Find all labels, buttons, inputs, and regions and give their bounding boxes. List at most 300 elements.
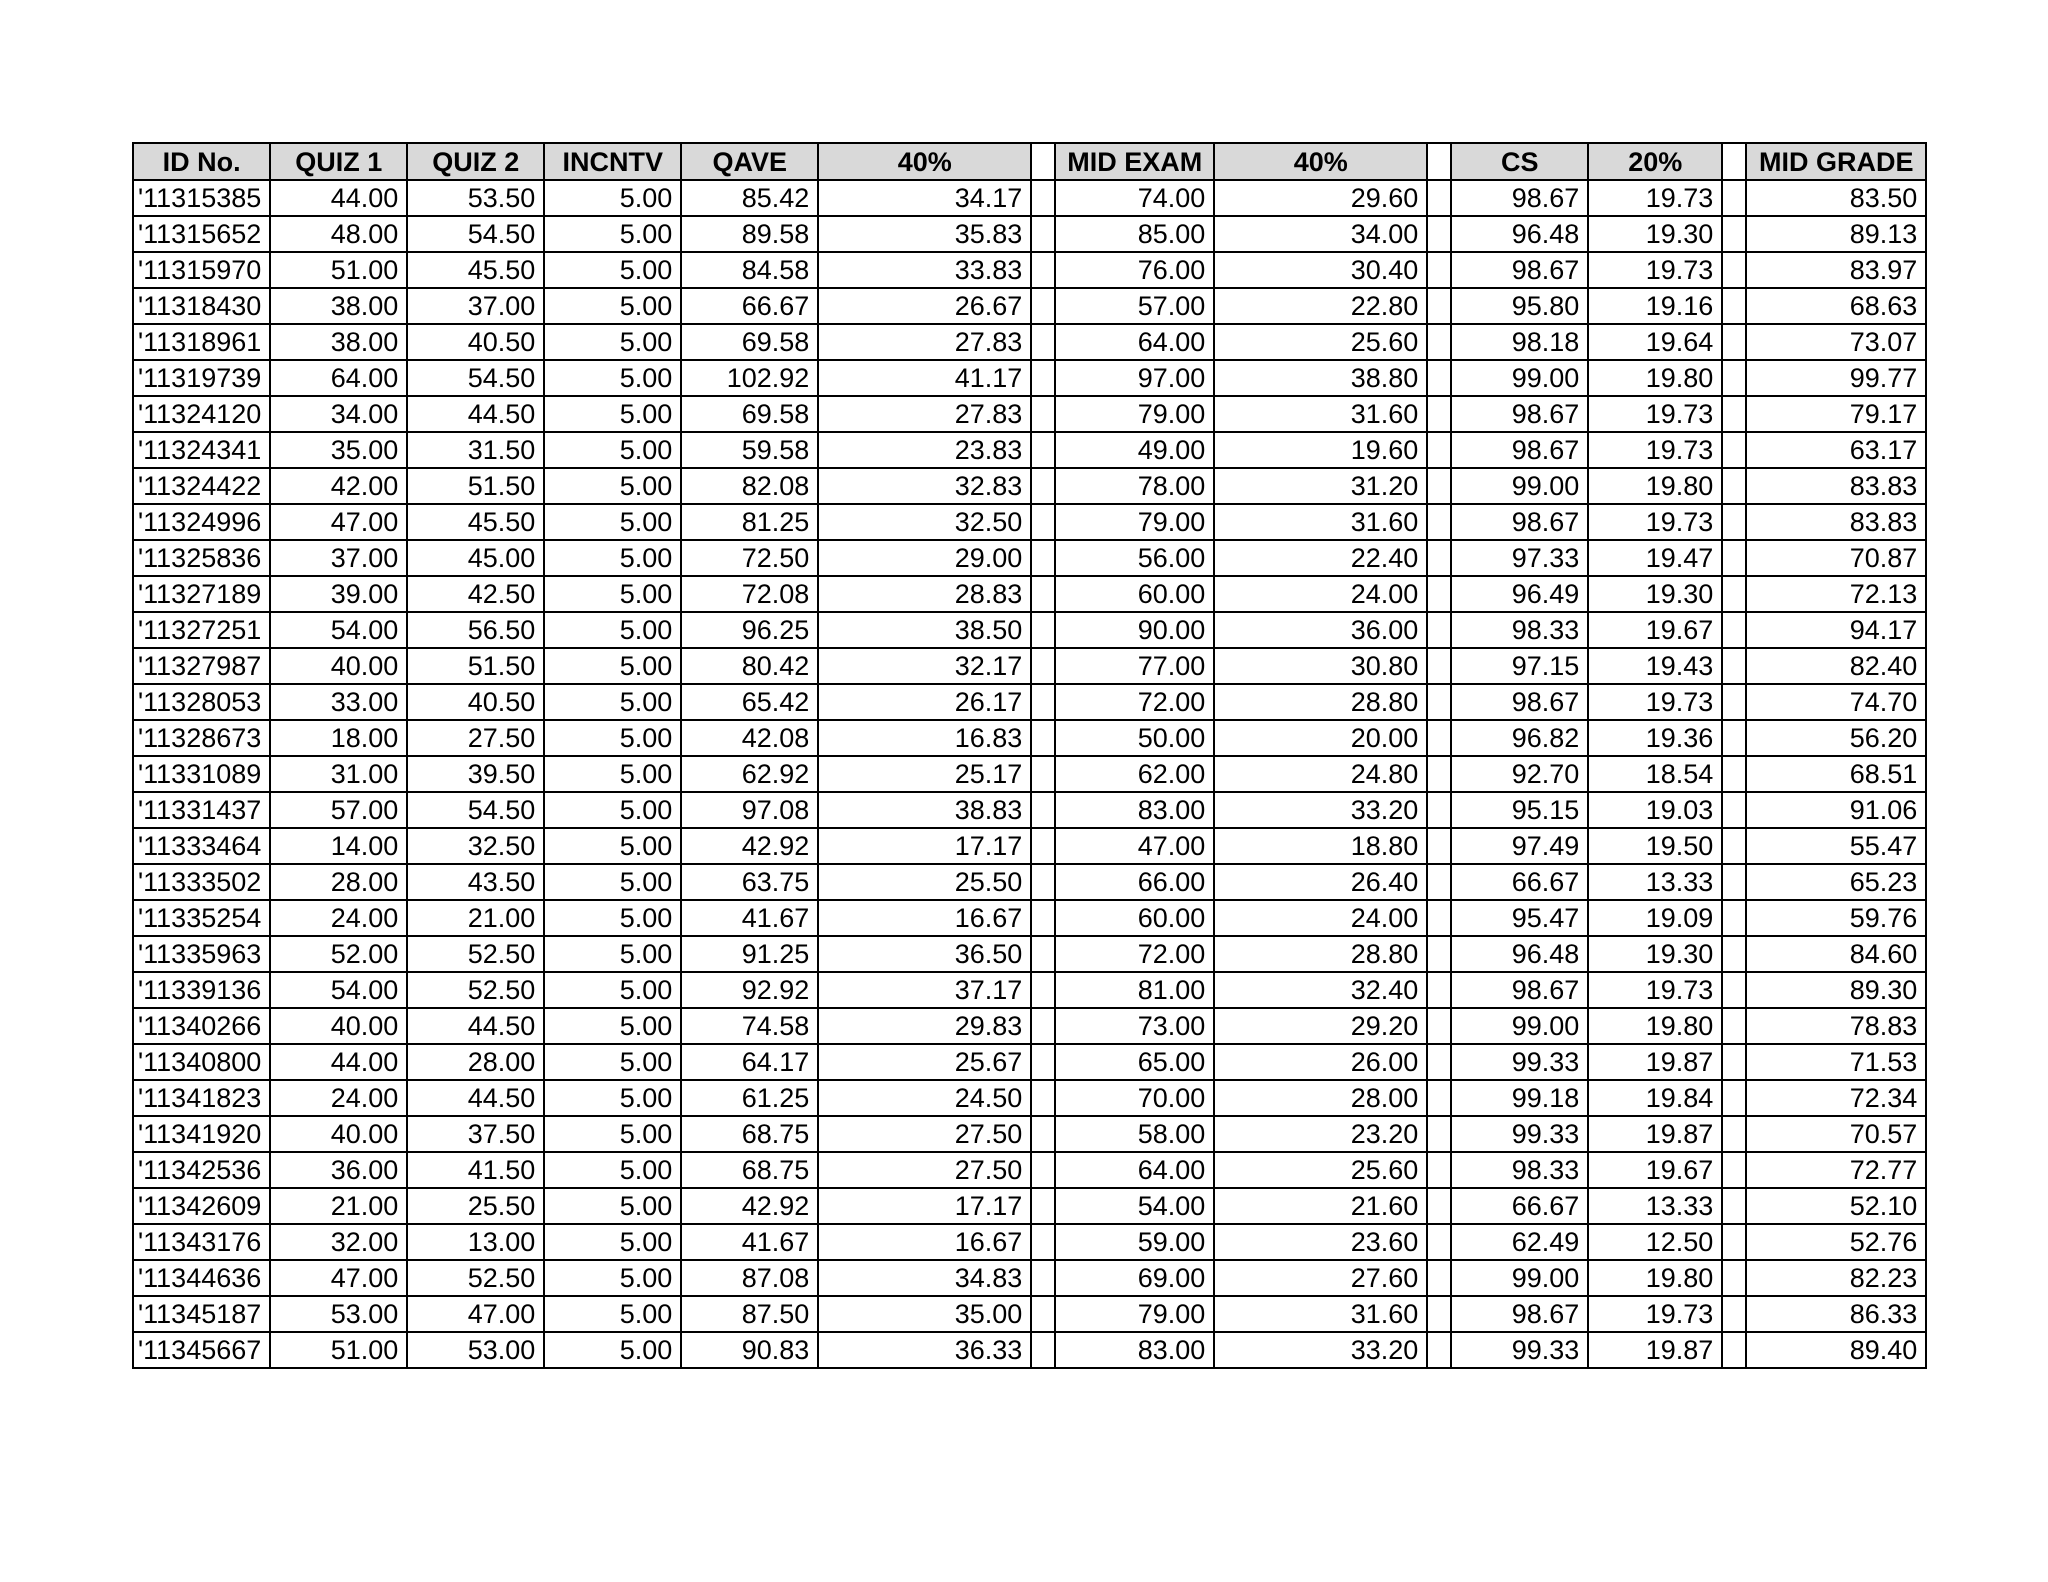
cell-quiz-1: 37.00 bbox=[270, 540, 407, 576]
cell-qave: 63.75 bbox=[681, 864, 818, 900]
cell-cs-20pct: 19.36 bbox=[1588, 720, 1722, 756]
cell-qave: 102.92 bbox=[681, 360, 818, 396]
cell-qave: 82.08 bbox=[681, 468, 818, 504]
cell-cs-20pct: 19.73 bbox=[1588, 1296, 1722, 1332]
cell-qave-40pct: 27.50 bbox=[818, 1116, 1031, 1152]
cell-gap-2 bbox=[1427, 504, 1451, 540]
cell-quiz-1: 18.00 bbox=[270, 720, 407, 756]
cell-gap-2 bbox=[1427, 936, 1451, 972]
cell-id-no: '11341920 bbox=[133, 1116, 270, 1152]
cell-qave-40pct: 34.83 bbox=[818, 1260, 1031, 1296]
cell-cs: 98.67 bbox=[1451, 252, 1588, 288]
cell-gap-2 bbox=[1427, 1152, 1451, 1188]
cell-gap-2 bbox=[1427, 1188, 1451, 1224]
cell-id-no: '11324120 bbox=[133, 396, 270, 432]
cell-incntv: 5.00 bbox=[544, 684, 681, 720]
cell-mid-exam-40pct: 29.60 bbox=[1214, 180, 1427, 216]
cell-mid-exam-40pct: 29.20 bbox=[1214, 1008, 1427, 1044]
cell-qave: 68.75 bbox=[681, 1152, 818, 1188]
cell-cs: 92.70 bbox=[1451, 756, 1588, 792]
column-header-mid-exam-40pct: 40% bbox=[1214, 143, 1427, 180]
cell-qave-40pct: 32.83 bbox=[818, 468, 1031, 504]
cell-mid-exam-40pct: 28.80 bbox=[1214, 936, 1427, 972]
cell-mid-grade: 68.51 bbox=[1746, 756, 1926, 792]
cell-incntv: 5.00 bbox=[544, 828, 681, 864]
cell-qave-40pct: 27.83 bbox=[818, 396, 1031, 432]
cell-gap-2 bbox=[1427, 432, 1451, 468]
cell-quiz-2: 13.00 bbox=[407, 1224, 544, 1260]
cell-qave: 72.50 bbox=[681, 540, 818, 576]
cell-gap-2 bbox=[1427, 792, 1451, 828]
cell-cs-20pct: 19.87 bbox=[1588, 1332, 1722, 1368]
cell-gap-3 bbox=[1722, 1080, 1746, 1116]
cell-gap-2 bbox=[1427, 288, 1451, 324]
cell-cs-20pct: 19.73 bbox=[1588, 684, 1722, 720]
cell-qave-40pct: 33.83 bbox=[818, 252, 1031, 288]
cell-quiz-2: 54.50 bbox=[407, 792, 544, 828]
column-header-quiz-2: QUIZ 2 bbox=[407, 143, 544, 180]
cell-quiz-2: 42.50 bbox=[407, 576, 544, 612]
cell-incntv: 5.00 bbox=[544, 468, 681, 504]
cell-mid-exam-40pct: 33.20 bbox=[1214, 792, 1427, 828]
table-row bbox=[133, 468, 1926, 504]
cell-gap-3 bbox=[1722, 828, 1746, 864]
cell-mid-grade: 55.47 bbox=[1746, 828, 1926, 864]
cell-mid-exam-40pct: 25.60 bbox=[1214, 1152, 1427, 1188]
cell-gap-3 bbox=[1722, 720, 1746, 756]
cell-gap-3 bbox=[1722, 396, 1746, 432]
table-row bbox=[133, 1260, 1926, 1296]
cell-id-no: '11343176 bbox=[133, 1224, 270, 1260]
cell-cs: 98.67 bbox=[1451, 396, 1588, 432]
cell-quiz-2: 47.00 bbox=[407, 1296, 544, 1332]
cell-gap-1 bbox=[1031, 1188, 1055, 1224]
cell-qave: 81.25 bbox=[681, 504, 818, 540]
cell-mid-grade: 82.23 bbox=[1746, 1260, 1926, 1296]
cell-gap-3 bbox=[1722, 1008, 1746, 1044]
cell-quiz-2: 44.50 bbox=[407, 1080, 544, 1116]
cell-qave: 72.08 bbox=[681, 576, 818, 612]
cell-id-no: '11315385 bbox=[133, 180, 270, 216]
cell-incntv: 5.00 bbox=[544, 396, 681, 432]
cell-mid-exam: 81.00 bbox=[1055, 972, 1214, 1008]
cell-gap-2 bbox=[1427, 180, 1451, 216]
cell-mid-exam-40pct: 38.80 bbox=[1214, 360, 1427, 396]
cell-cs: 62.49 bbox=[1451, 1224, 1588, 1260]
cell-qave-40pct: 35.00 bbox=[818, 1296, 1031, 1332]
cell-cs: 99.00 bbox=[1451, 468, 1588, 504]
cell-cs: 98.18 bbox=[1451, 324, 1588, 360]
cell-qave: 65.42 bbox=[681, 684, 818, 720]
cell-gap-3 bbox=[1722, 288, 1746, 324]
table-row bbox=[133, 1332, 1926, 1368]
table-row bbox=[133, 864, 1926, 900]
cell-mid-exam-40pct: 25.60 bbox=[1214, 324, 1427, 360]
cell-mid-exam: 50.00 bbox=[1055, 720, 1214, 756]
cell-quiz-2: 27.50 bbox=[407, 720, 544, 756]
cell-qave-40pct: 41.17 bbox=[818, 360, 1031, 396]
cell-id-no: '11328053 bbox=[133, 684, 270, 720]
cell-gap-1 bbox=[1031, 576, 1055, 612]
cell-gap-1 bbox=[1031, 792, 1055, 828]
cell-cs-20pct: 19.73 bbox=[1588, 180, 1722, 216]
cell-gap-2 bbox=[1427, 1296, 1451, 1332]
cell-id-no: '11324996 bbox=[133, 504, 270, 540]
cell-quiz-2: 40.50 bbox=[407, 324, 544, 360]
cell-qave: 89.58 bbox=[681, 216, 818, 252]
cell-gap-2 bbox=[1427, 396, 1451, 432]
cell-mid-grade: 99.77 bbox=[1746, 360, 1926, 396]
cell-mid-grade: 73.07 bbox=[1746, 324, 1926, 360]
cell-cs-20pct: 19.80 bbox=[1588, 360, 1722, 396]
column-header-cs-20pct: 20% bbox=[1588, 143, 1722, 180]
cell-cs: 95.80 bbox=[1451, 288, 1588, 324]
cell-id-no: '11344636 bbox=[133, 1260, 270, 1296]
cell-quiz-1: 54.00 bbox=[270, 612, 407, 648]
cell-cs-20pct: 19.73 bbox=[1588, 972, 1722, 1008]
cell-mid-exam-40pct: 31.60 bbox=[1214, 504, 1427, 540]
cell-mid-exam: 57.00 bbox=[1055, 288, 1214, 324]
cell-cs-20pct: 18.54 bbox=[1588, 756, 1722, 792]
cell-quiz-2: 32.50 bbox=[407, 828, 544, 864]
cell-mid-grade: 89.13 bbox=[1746, 216, 1926, 252]
cell-qave: 69.58 bbox=[681, 324, 818, 360]
cell-mid-exam-40pct: 31.60 bbox=[1214, 1296, 1427, 1332]
cell-cs-20pct: 13.33 bbox=[1588, 864, 1722, 900]
cell-incntv: 5.00 bbox=[544, 1332, 681, 1368]
cell-incntv: 5.00 bbox=[544, 216, 681, 252]
cell-quiz-1: 52.00 bbox=[270, 936, 407, 972]
cell-quiz-2: 40.50 bbox=[407, 684, 544, 720]
cell-quiz-1: 53.00 bbox=[270, 1296, 407, 1332]
column-header-incntv: INCNTV bbox=[544, 143, 681, 180]
cell-quiz-2: 45.50 bbox=[407, 252, 544, 288]
cell-cs-20pct: 19.80 bbox=[1588, 1008, 1722, 1044]
cell-id-no: '11345667 bbox=[133, 1332, 270, 1368]
cell-mid-exam-40pct: 26.00 bbox=[1214, 1044, 1427, 1080]
cell-cs-20pct: 13.33 bbox=[1588, 1188, 1722, 1224]
cell-mid-exam: 56.00 bbox=[1055, 540, 1214, 576]
cell-qave: 59.58 bbox=[681, 432, 818, 468]
cell-quiz-1: 42.00 bbox=[270, 468, 407, 504]
cell-gap-3 bbox=[1722, 1296, 1746, 1332]
cell-mid-exam: 97.00 bbox=[1055, 360, 1214, 396]
cell-qave: 80.42 bbox=[681, 648, 818, 684]
cell-mid-exam: 69.00 bbox=[1055, 1260, 1214, 1296]
cell-gap-1 bbox=[1031, 540, 1055, 576]
table-row bbox=[133, 1188, 1926, 1224]
cell-quiz-1: 40.00 bbox=[270, 1008, 407, 1044]
table-row bbox=[133, 180, 1926, 216]
cell-incntv: 5.00 bbox=[544, 180, 681, 216]
cell-mid-grade: 72.34 bbox=[1746, 1080, 1926, 1116]
cell-mid-exam: 59.00 bbox=[1055, 1224, 1214, 1260]
cell-quiz-2: 43.50 bbox=[407, 864, 544, 900]
cell-mid-exam-40pct: 34.00 bbox=[1214, 216, 1427, 252]
cell-mid-grade: 63.17 bbox=[1746, 432, 1926, 468]
cell-quiz-2: 21.00 bbox=[407, 900, 544, 936]
table-row bbox=[133, 360, 1926, 396]
cell-incntv: 5.00 bbox=[544, 252, 681, 288]
cell-mid-exam: 90.00 bbox=[1055, 612, 1214, 648]
cell-qave: 41.67 bbox=[681, 900, 818, 936]
cell-mid-exam-40pct: 22.40 bbox=[1214, 540, 1427, 576]
cell-mid-exam: 85.00 bbox=[1055, 216, 1214, 252]
cell-quiz-2: 25.50 bbox=[407, 1188, 544, 1224]
cell-mid-exam-40pct: 28.00 bbox=[1214, 1080, 1427, 1116]
cell-gap-2 bbox=[1427, 972, 1451, 1008]
cell-cs-20pct: 19.03 bbox=[1588, 792, 1722, 828]
cell-incntv: 5.00 bbox=[544, 756, 681, 792]
cell-id-no: '11341823 bbox=[133, 1080, 270, 1116]
cell-cs: 99.33 bbox=[1451, 1044, 1588, 1080]
cell-incntv: 5.00 bbox=[544, 504, 681, 540]
cell-mid-grade: 71.53 bbox=[1746, 1044, 1926, 1080]
cell-gap-1 bbox=[1031, 1260, 1055, 1296]
cell-qave-40pct: 25.50 bbox=[818, 864, 1031, 900]
cell-quiz-2: 45.50 bbox=[407, 504, 544, 540]
cell-cs-20pct: 19.73 bbox=[1588, 504, 1722, 540]
cell-gap-1 bbox=[1031, 648, 1055, 684]
cell-id-no: '11324422 bbox=[133, 468, 270, 504]
cell-quiz-2: 53.00 bbox=[407, 1332, 544, 1368]
cell-cs-20pct: 19.87 bbox=[1588, 1044, 1722, 1080]
cell-mid-exam-40pct: 27.60 bbox=[1214, 1260, 1427, 1296]
cell-cs-20pct: 19.84 bbox=[1588, 1080, 1722, 1116]
cell-gap-3 bbox=[1722, 1116, 1746, 1152]
cell-mid-exam-40pct: 30.40 bbox=[1214, 252, 1427, 288]
cell-gap-3 bbox=[1722, 252, 1746, 288]
cell-gap-1 bbox=[1031, 252, 1055, 288]
cell-mid-exam: 76.00 bbox=[1055, 252, 1214, 288]
cell-qave-40pct: 37.17 bbox=[818, 972, 1031, 1008]
column-header-qave: QAVE bbox=[681, 143, 818, 180]
cell-incntv: 5.00 bbox=[544, 864, 681, 900]
cell-cs-20pct: 19.47 bbox=[1588, 540, 1722, 576]
cell-gap-3 bbox=[1722, 756, 1746, 792]
table-row bbox=[133, 720, 1926, 756]
table-row bbox=[133, 756, 1926, 792]
cell-id-no: '11340266 bbox=[133, 1008, 270, 1044]
cell-quiz-1: 32.00 bbox=[270, 1224, 407, 1260]
cell-quiz-2: 51.50 bbox=[407, 648, 544, 684]
cell-quiz-1: 40.00 bbox=[270, 1116, 407, 1152]
cell-gap-1 bbox=[1031, 1296, 1055, 1332]
cell-gap-2 bbox=[1427, 900, 1451, 936]
cell-quiz-2: 52.50 bbox=[407, 936, 544, 972]
cell-quiz-2: 44.50 bbox=[407, 396, 544, 432]
cell-cs: 97.15 bbox=[1451, 648, 1588, 684]
cell-gap-2 bbox=[1427, 1224, 1451, 1260]
cell-quiz-1: 24.00 bbox=[270, 1080, 407, 1116]
cell-cs: 99.00 bbox=[1451, 1260, 1588, 1296]
cell-qave: 42.92 bbox=[681, 1188, 818, 1224]
column-header-gap-3 bbox=[1722, 143, 1746, 180]
cell-quiz-1: 28.00 bbox=[270, 864, 407, 900]
table-row bbox=[133, 1080, 1926, 1116]
cell-gap-3 bbox=[1722, 1224, 1746, 1260]
cell-gap-1 bbox=[1031, 1152, 1055, 1188]
cell-gap-3 bbox=[1722, 900, 1746, 936]
cell-mid-exam: 64.00 bbox=[1055, 324, 1214, 360]
cell-mid-grade: 89.40 bbox=[1746, 1332, 1926, 1368]
cell-gap-3 bbox=[1722, 1332, 1746, 1368]
cell-qave: 42.08 bbox=[681, 720, 818, 756]
table-row bbox=[133, 1224, 1926, 1260]
cell-mid-exam: 58.00 bbox=[1055, 1116, 1214, 1152]
cell-quiz-1: 36.00 bbox=[270, 1152, 407, 1188]
cell-gap-1 bbox=[1031, 972, 1055, 1008]
cell-cs: 99.00 bbox=[1451, 360, 1588, 396]
cell-incntv: 5.00 bbox=[544, 1044, 681, 1080]
cell-id-no: '11327251 bbox=[133, 612, 270, 648]
cell-quiz-2: 31.50 bbox=[407, 432, 544, 468]
cell-mid-exam-40pct: 23.20 bbox=[1214, 1116, 1427, 1152]
column-header-mid-exam: MID EXAM bbox=[1055, 143, 1214, 180]
cell-mid-grade: 68.63 bbox=[1746, 288, 1926, 324]
cell-gap-2 bbox=[1427, 576, 1451, 612]
cell-incntv: 5.00 bbox=[544, 1008, 681, 1044]
cell-mid-exam-40pct: 24.80 bbox=[1214, 756, 1427, 792]
cell-id-no: '11327987 bbox=[133, 648, 270, 684]
cell-qave: 84.58 bbox=[681, 252, 818, 288]
cell-gap-3 bbox=[1722, 576, 1746, 612]
cell-cs-20pct: 19.73 bbox=[1588, 432, 1722, 468]
cell-quiz-2: 54.50 bbox=[407, 216, 544, 252]
cell-mid-exam: 62.00 bbox=[1055, 756, 1214, 792]
cell-gap-1 bbox=[1031, 864, 1055, 900]
cell-id-no: '11339136 bbox=[133, 972, 270, 1008]
cell-qave: 69.58 bbox=[681, 396, 818, 432]
cell-gap-3 bbox=[1722, 468, 1746, 504]
cell-qave-40pct: 25.17 bbox=[818, 756, 1031, 792]
cell-quiz-1: 21.00 bbox=[270, 1188, 407, 1224]
cell-gap-3 bbox=[1722, 936, 1746, 972]
cell-gap-2 bbox=[1427, 1044, 1451, 1080]
cell-gap-1 bbox=[1031, 1008, 1055, 1044]
cell-gap-2 bbox=[1427, 468, 1451, 504]
column-header-qave-40pct: 40% bbox=[818, 143, 1031, 180]
table-row bbox=[133, 1044, 1926, 1080]
cell-gap-2 bbox=[1427, 324, 1451, 360]
cell-mid-exam: 65.00 bbox=[1055, 1044, 1214, 1080]
cell-gap-1 bbox=[1031, 396, 1055, 432]
cell-mid-grade: 52.10 bbox=[1746, 1188, 1926, 1224]
cell-incntv: 5.00 bbox=[544, 612, 681, 648]
cell-quiz-1: 64.00 bbox=[270, 360, 407, 396]
cell-mid-exam-40pct: 36.00 bbox=[1214, 612, 1427, 648]
table-row bbox=[133, 972, 1926, 1008]
cell-cs-20pct: 19.73 bbox=[1588, 396, 1722, 432]
cell-mid-exam: 47.00 bbox=[1055, 828, 1214, 864]
cell-gap-2 bbox=[1427, 864, 1451, 900]
cell-cs-20pct: 19.67 bbox=[1588, 612, 1722, 648]
cell-gap-1 bbox=[1031, 828, 1055, 864]
cell-quiz-1: 35.00 bbox=[270, 432, 407, 468]
cell-gap-1 bbox=[1031, 468, 1055, 504]
cell-mid-exam: 77.00 bbox=[1055, 648, 1214, 684]
cell-mid-exam-40pct: 18.80 bbox=[1214, 828, 1427, 864]
cell-gap-2 bbox=[1427, 648, 1451, 684]
cell-qave-40pct: 32.17 bbox=[818, 648, 1031, 684]
cell-gap-2 bbox=[1427, 1116, 1451, 1152]
cell-quiz-2: 51.50 bbox=[407, 468, 544, 504]
cell-gap-2 bbox=[1427, 828, 1451, 864]
cell-mid-exam-40pct: 32.40 bbox=[1214, 972, 1427, 1008]
cell-mid-grade: 70.87 bbox=[1746, 540, 1926, 576]
cell-id-no: '11315970 bbox=[133, 252, 270, 288]
cell-gap-1 bbox=[1031, 288, 1055, 324]
cell-qave-40pct: 32.50 bbox=[818, 504, 1031, 540]
cell-qave-40pct: 29.83 bbox=[818, 1008, 1031, 1044]
cell-mid-grade: 59.76 bbox=[1746, 900, 1926, 936]
cell-mid-exam-40pct: 23.60 bbox=[1214, 1224, 1427, 1260]
cell-mid-exam: 66.00 bbox=[1055, 864, 1214, 900]
cell-gap-3 bbox=[1722, 1260, 1746, 1296]
table-row bbox=[133, 900, 1926, 936]
cell-qave-40pct: 38.83 bbox=[818, 792, 1031, 828]
cell-quiz-1: 31.00 bbox=[270, 756, 407, 792]
cell-gap-3 bbox=[1722, 1188, 1746, 1224]
cell-mid-exam: 73.00 bbox=[1055, 1008, 1214, 1044]
cell-incntv: 5.00 bbox=[544, 972, 681, 1008]
cell-mid-exam: 49.00 bbox=[1055, 432, 1214, 468]
cell-quiz-2: 54.50 bbox=[407, 360, 544, 396]
cell-id-no: '11333464 bbox=[133, 828, 270, 864]
cell-gap-1 bbox=[1031, 720, 1055, 756]
cell-qave: 96.25 bbox=[681, 612, 818, 648]
cell-id-no: '11340800 bbox=[133, 1044, 270, 1080]
cell-quiz-2: 37.00 bbox=[407, 288, 544, 324]
cell-quiz-1: 44.00 bbox=[270, 1044, 407, 1080]
cell-quiz-1: 38.00 bbox=[270, 288, 407, 324]
cell-gap-1 bbox=[1031, 1224, 1055, 1260]
cell-id-no: '11327189 bbox=[133, 576, 270, 612]
cell-incntv: 5.00 bbox=[544, 288, 681, 324]
table-row bbox=[133, 252, 1926, 288]
cell-quiz-1: 14.00 bbox=[270, 828, 407, 864]
cell-cs: 99.33 bbox=[1451, 1116, 1588, 1152]
cell-mid-exam-40pct: 30.80 bbox=[1214, 648, 1427, 684]
cell-incntv: 5.00 bbox=[544, 432, 681, 468]
table-row bbox=[133, 684, 1926, 720]
cell-quiz-2: 52.50 bbox=[407, 1260, 544, 1296]
column-header-gap-2 bbox=[1427, 143, 1451, 180]
cell-mid-grade: 83.50 bbox=[1746, 180, 1926, 216]
cell-cs-20pct: 19.30 bbox=[1588, 216, 1722, 252]
cell-qave: 90.83 bbox=[681, 1332, 818, 1368]
cell-cs: 66.67 bbox=[1451, 864, 1588, 900]
table-row bbox=[133, 612, 1926, 648]
cell-qave: 42.92 bbox=[681, 828, 818, 864]
cell-incntv: 5.00 bbox=[544, 324, 681, 360]
cell-mid-grade: 83.83 bbox=[1746, 504, 1926, 540]
cell-cs-20pct: 19.09 bbox=[1588, 900, 1722, 936]
cell-incntv: 5.00 bbox=[544, 1188, 681, 1224]
cell-gap-1 bbox=[1031, 684, 1055, 720]
cell-cs: 97.49 bbox=[1451, 828, 1588, 864]
cell-qave-40pct: 26.17 bbox=[818, 684, 1031, 720]
cell-qave: 87.08 bbox=[681, 1260, 818, 1296]
column-header-mid-grade: MID GRADE bbox=[1746, 143, 1926, 180]
cell-quiz-1: 24.00 bbox=[270, 900, 407, 936]
cell-gap-1 bbox=[1031, 432, 1055, 468]
table-row bbox=[133, 792, 1926, 828]
cell-id-no: '11342536 bbox=[133, 1152, 270, 1188]
cell-gap-1 bbox=[1031, 756, 1055, 792]
cell-quiz-1: 38.00 bbox=[270, 324, 407, 360]
cell-id-no: '11318961 bbox=[133, 324, 270, 360]
